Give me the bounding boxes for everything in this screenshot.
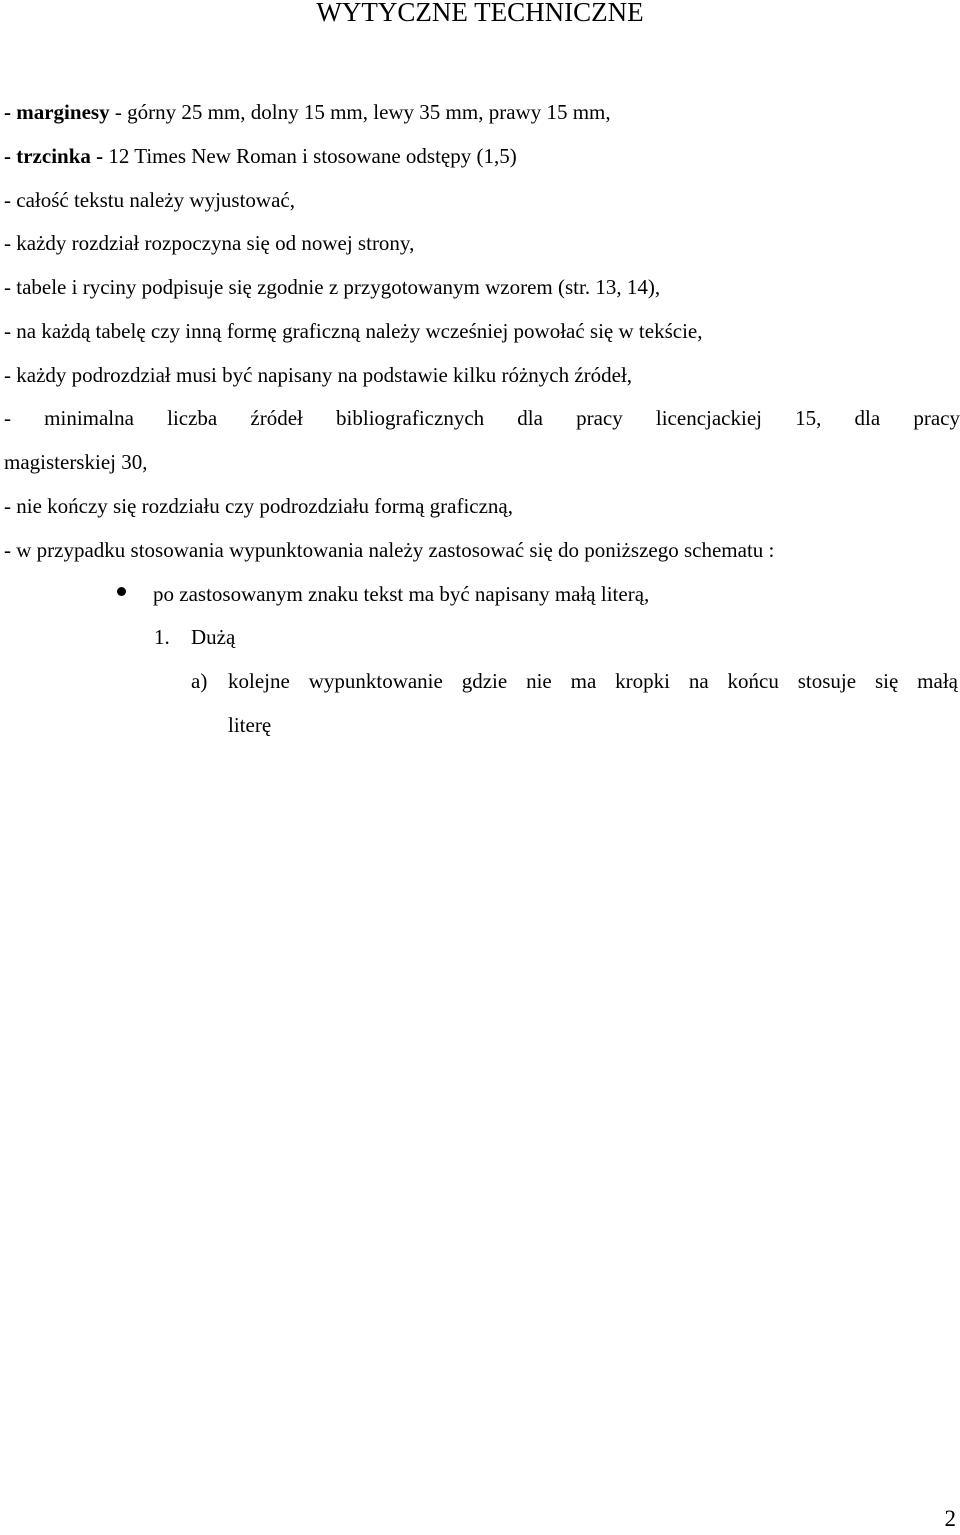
bullets-intro-line: - w przypadku stosowania wypunktowania należy zastosować się do poniższego schematu :: [4, 538, 775, 562]
tables-line: - tabele i ryciny podpisuje się zgodnie z przygotowanym wzorem (str. 13, 14),: [4, 275, 661, 299]
margins-line: [4, 98, 611, 126]
chapter-line: - każdy rozdział rozpoczyna się od nowej strony,: [4, 231, 415, 255]
bullet-dot-icon: [117, 587, 126, 596]
font-label: - trzcinka -: [4, 144, 104, 168]
sources-line-2: magisterskiej 30,: [4, 450, 148, 474]
lettered-marker: a): [191, 669, 208, 693]
font-text: 12 Times New Roman i stosowane odstępy (1,5): [103, 144, 517, 168]
font-line: [4, 142, 517, 170]
margins-label: - marginesy: [4, 100, 110, 124]
lettered-item-text-line-2: literę: [228, 713, 272, 737]
justify-line: - całość tekstu należy wyjustować,: [4, 188, 295, 212]
numbered-marker: 1.: [154, 625, 170, 649]
numbered-item-text: Dużą: [191, 625, 236, 649]
bullet-item-text: po zastosowanym znaku tekst ma być napisany małą literą,: [153, 582, 650, 606]
page-title: WYTYCZNE TECHNICZNE: [316, 0, 644, 27]
reference-line: - na każdą tabelę czy inną formę graficzną należy wcześniej powołać się w tekście,: [4, 319, 703, 343]
margins-text: - górny 25 mm, dolny 15 mm, lewy 35 mm, prawy 15 mm,: [109, 100, 611, 124]
ending-line: - nie kończy się rozdziału czy podrozdziału formą graficzną,: [4, 494, 514, 518]
page-number: 2: [944, 1506, 956, 1531]
sources-line-1: - minimalna liczba źródeł bibliograficznych dla pracy licencjackiej 15, dla pracy: [4, 406, 960, 430]
lettered-item-text-line-1: kolejne wypunktowanie gdzie nie ma kropki na końcu stosuje się małą: [228, 669, 958, 693]
subchapter-line: - każdy podrozdział musi być napisany na podstawie kilku różnych źródeł,: [4, 363, 633, 387]
